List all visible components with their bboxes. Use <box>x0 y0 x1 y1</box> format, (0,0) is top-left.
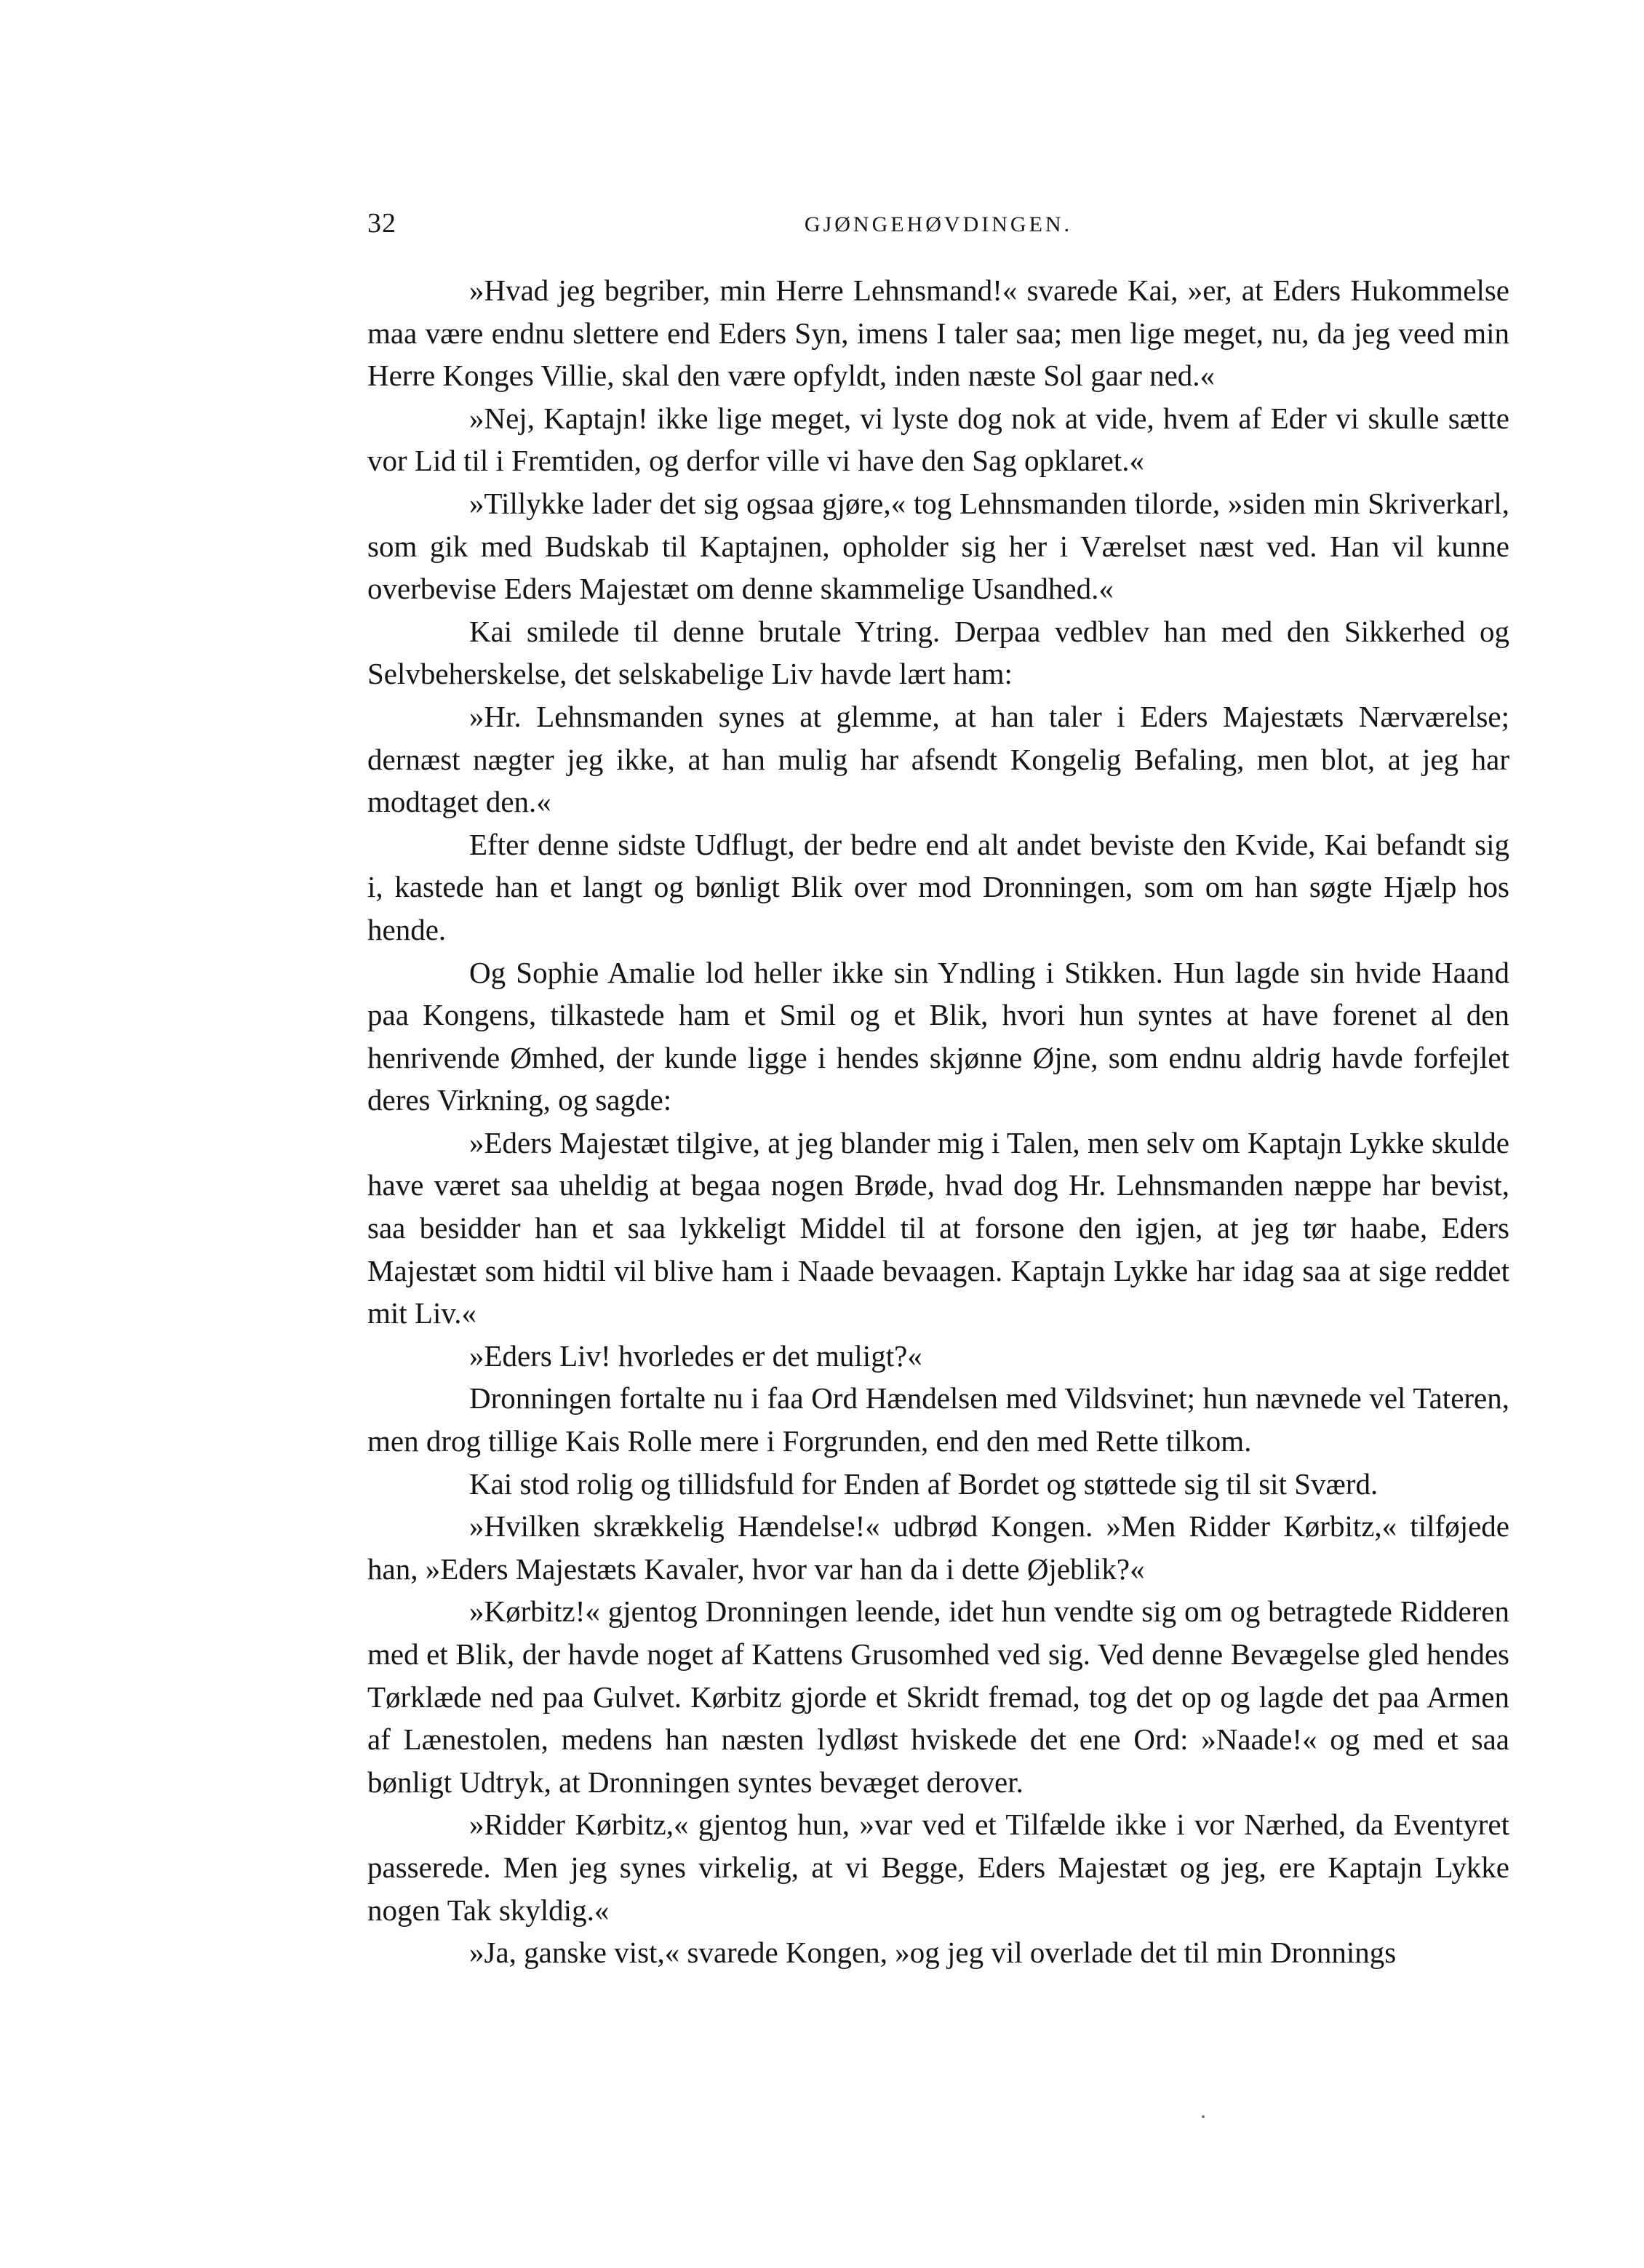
paragraph: Efter denne sidste Udflugt, der bedre end alt andet beviste den Kvide, Kai befandt sig i, kastede han et langt og bønligt Blik over mod Dronningen, som om han søgte Hjælp hos hende. <box>367 827 1509 946</box>
paragraph: Kai smilede til denne brutale Ytring. Derpaa vedblev han med den Sikkerhed og Selvbeherskelse, det selskabelige Liv havde lært ham: <box>367 614 1509 691</box>
paragraph: »Hr. Lehnsmanden synes at glemme, at han taler i Eders Majestæts Nærværelse; dernæst nægter jeg ikke, at han mulig har afsendt Kongelig Befaling, men blot, at jeg har modtaget den.« <box>367 699 1509 819</box>
page-number: 32 <box>367 208 396 239</box>
paragraph: »Eders Majestæt tilgive, at jeg blander mig i Talen, men selv om Kaptajn Lykke skulde have været saa uheldig at begaa nogen Brøde, hvad dog Hr. Lehnsmanden næppe har bevist, saa besidder han et saa lykkeligt Middel til at forsone den igjen, at jeg tør haabe, Eders Majestæt som hidtil vil blive ham i Naade bevaagen. Kaptajn Lykke har idag saa at sige reddet mit Liv.« <box>367 1125 1509 1330</box>
paragraph: »Eders Liv! hvorledes er det muligt?« <box>469 1338 922 1373</box>
paragraph: »Hvilken skrækkelig Hændelse!« udbrød Kongen. »Men Ridder Kørbitz,« tilføjede han, »Eders Majestæts Kavaler, hvor var han da i dette Øjeblik?« <box>367 1509 1509 1586</box>
paragraph: Og Sophie Amalie lod heller ikke sin Yndling i Stikken. Hun lagde sin hvide Haand paa Kongens, tilkastede ham et Smil og et Blik, hvori hun syntes at have forenet al den henrivende Ømhed, der kunde ligge i hendes skjønne Øjne, som endnu aldrig havde forfejlet deres Virkning, og sagde: <box>367 955 1509 1117</box>
paragraph: »Ridder Kørbitz,« gjentog hun, »var ved et Tilfælde ikke i vor Nærhed, da Eventyret passerede. Men jeg synes virkelig, at vi Begge, Eders Majestæt og jeg, ere Kaptajn Lykke nogen Tak skyldig.« <box>367 1808 1509 1927</box>
scan-speck <box>1202 2115 1205 2118</box>
running-title: GJØNGEHØVDINGEN. <box>804 212 1073 236</box>
body-text <box>367 269 1509 1974</box>
paragraph: »Kørbitz!« gjentog Dronningen leende, idet hun vendte sig om og betragtede Ridderen med et Blik, der havde noget af Kattens Grusomhed ved sig. Ved denne Bevægelse gled hendes Tørklæde ned paa Gulvet. Kørbitz gjorde et Skridt fremad, tog det op og lagde det paa Armen af Lænestolen, medens han næsten lydløst hviskede det ene Ord: »Naade!« og med et saa bønligt Udtryk, at Dronningen syntes bevæget derover. <box>367 1594 1509 1799</box>
paragraph: Kai stod rolig og tillidsfuld for Enden af Bordet og støttede sig til sit Sværd. <box>469 1466 1378 1501</box>
paragraph: »Hvad jeg begriber, min Herre Lehnsmand!« svarede Kai, »er, at Eders Hukommelse maa være endnu slettere end Eders Syn, imens I taler saa; men lige meget, nu, da jeg veed min Herre Konges Villie, skal den være opfyldt, inden næste Sol gaar ned.« <box>367 273 1509 393</box>
paragraph: »Ja, ganske vist,« svarede Kongen, »og jeg vil overlade det til min Dronnings <box>469 1936 1397 1970</box>
page-header <box>367 205 1509 241</box>
paragraph: »Tillykke lader det sig ogsaa gjøre,« tog Lehnsmanden tilorde, »siden min Skriverkarl, som gik med Budskab til Kaptajnen, opholder sig her i Værelset næst ved. Han vil kunne overbevise Eders Majestæt om denne skammelige Usandhed.« <box>367 486 1509 606</box>
paragraph: Dronningen fortalte nu i faa Ord Hændelsen med Vildsvinet; hun nævnede vel Tateren, men drog tillige Kais Rolle mere i Forgrunden, end den med Rette tilkom. <box>367 1381 1509 1458</box>
paragraph: »Nej, Kaptajn! ikke lige meget, vi lyste dog nok at vide, hvem af Eder vi skulle sætte vor Lid til i Fremtiden, og derfor ville vi have den Sag opklaret.« <box>367 401 1509 478</box>
